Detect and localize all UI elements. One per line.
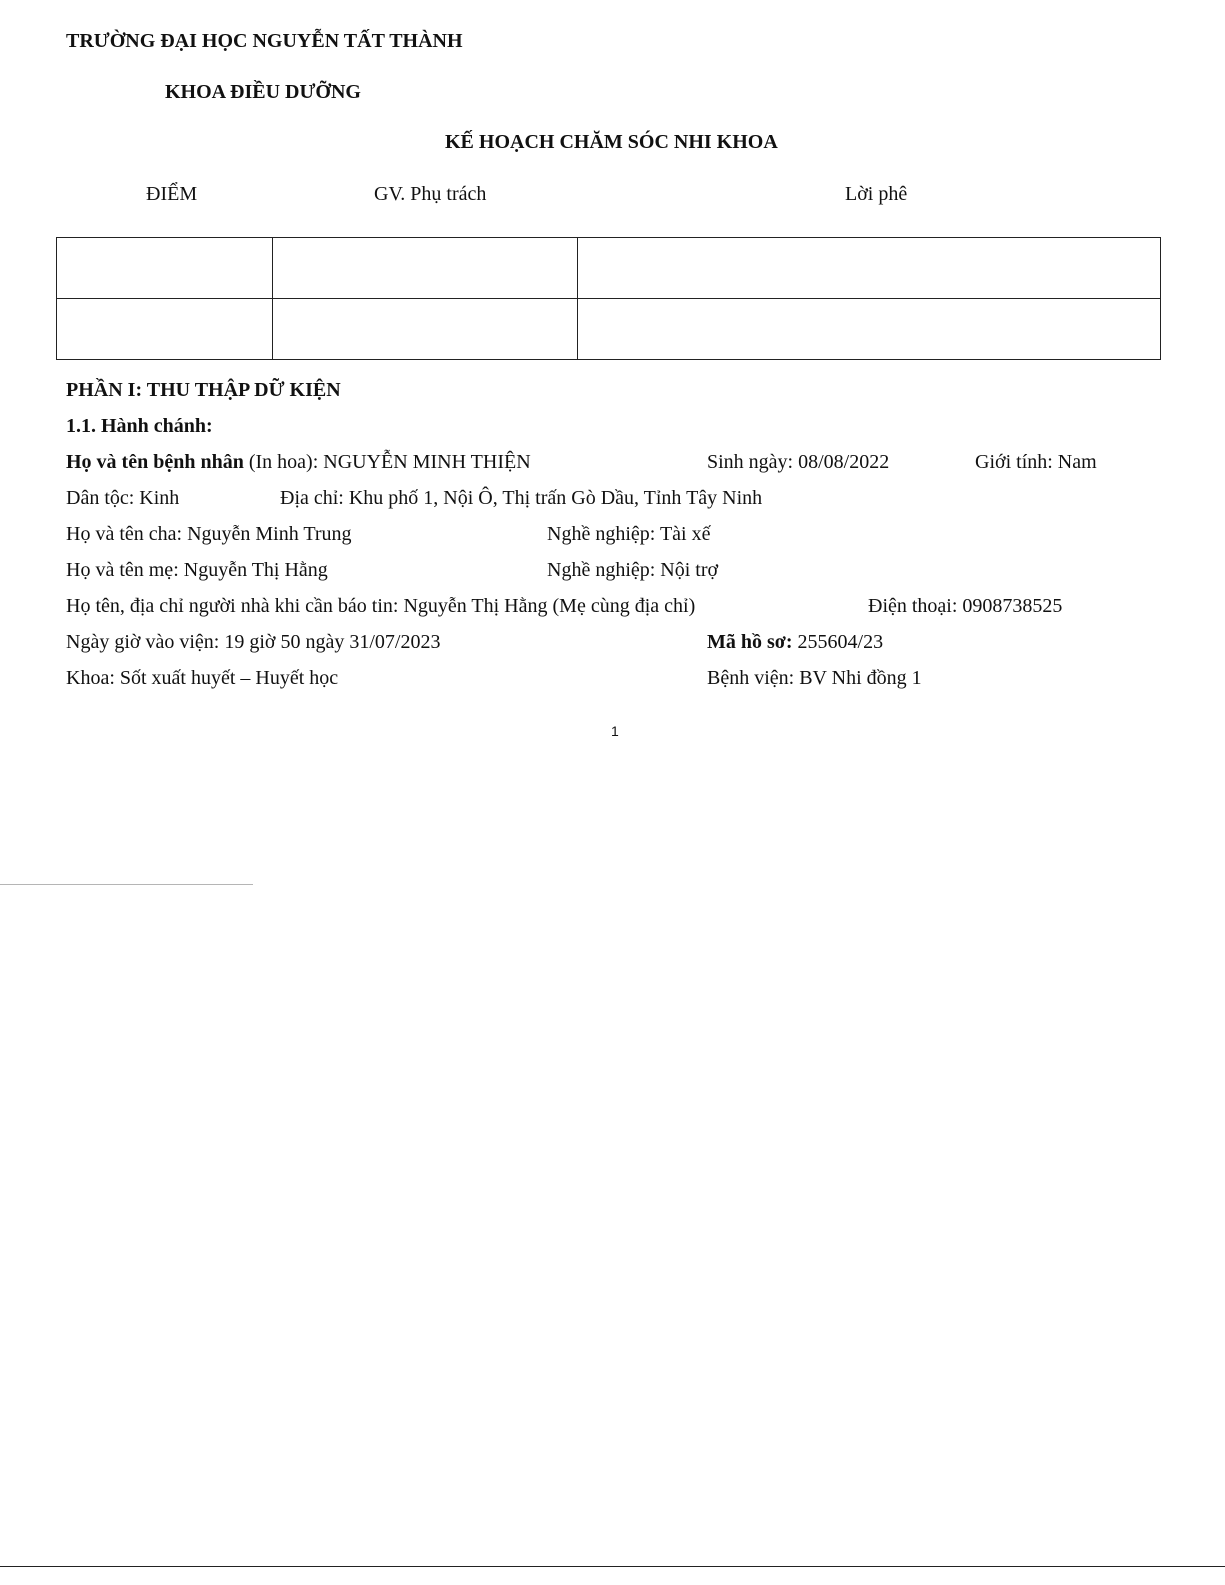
patient-name-value: (In hoa): NGUYỄN MINH THIỆN — [243, 451, 531, 473]
score-cell — [57, 299, 273, 360]
gender: Giới tính: Nam — [975, 451, 1097, 473]
mother-occupation: Nghề nghiệp: Nội trợ — [547, 559, 719, 581]
grading-row — [57, 238, 1161, 299]
teacher-label: GV. Phụ trách — [374, 183, 487, 205]
date-of-birth: Sinh ngày: 08/08/2022 — [707, 451, 890, 473]
record-number-label: Mã hồ sơ: — [707, 631, 793, 653]
address: Địa chỉ: Khu phố 1, Nội Ô, Thị trấn Gò Dầu, Tỉnh Tây Ninh — [280, 487, 763, 509]
patient-name-label: Họ và tên bệnh nhân — [66, 451, 244, 473]
subsection-heading: 1.1. Hành chánh: — [66, 415, 213, 437]
teacher-cell — [273, 238, 578, 299]
phone-number: Điện thoại: 0908738525 — [868, 595, 1063, 617]
page-bottom-rule — [0, 1566, 1225, 1567]
section-heading: PHẦN I: THU THẬP DỮ KIỆN — [66, 379, 341, 401]
grading-table — [56, 237, 1161, 360]
mother-name: Họ và tên mẹ: Nguyễn Thị Hằng — [66, 559, 328, 581]
school-name: TRƯỜNG ĐẠI HỌC NGUYỄN TẤT THÀNH — [66, 30, 463, 52]
patient-name-line — [66, 450, 531, 474]
hospital: Bệnh viện: BV Nhi đồng 1 — [707, 667, 922, 689]
score-cell — [57, 238, 273, 299]
comment-label: Lời phê — [845, 183, 908, 205]
teacher-cell — [273, 299, 578, 360]
father-occupation: Nghề nghiệp: Tài xế — [547, 523, 711, 545]
record-number-line — [707, 630, 883, 654]
record-number-value: 255604/23 — [792, 631, 884, 653]
grading-row — [57, 299, 1161, 360]
score-label: ĐIỂM — [146, 183, 198, 205]
father-name: Họ và tên cha: Nguyễn Minh Trung — [66, 523, 352, 545]
comment-cell — [578, 238, 1161, 299]
page-number: 1 — [611, 723, 619, 739]
comment-cell — [578, 299, 1161, 360]
admission-time: Ngày giờ vào viện: 19 giờ 50 ngày 31/07/2023 — [66, 631, 441, 653]
faculty-name: KHOA ĐIỀU DƯỠNG — [165, 81, 361, 103]
department: Khoa: Sốt xuất huyết – Huyết học — [66, 667, 339, 689]
footnote-separator — [0, 884, 253, 885]
document-title: KẾ HOẠCH CHĂM SÓC NHI KHOA — [445, 131, 778, 153]
emergency-contact: Họ tên, địa chỉ người nhà khi cần báo tin: Nguyễn Thị Hằng (Mẹ cùng địa chỉ) — [66, 595, 696, 617]
ethnicity: Dân tộc: Kinh — [66, 487, 180, 509]
